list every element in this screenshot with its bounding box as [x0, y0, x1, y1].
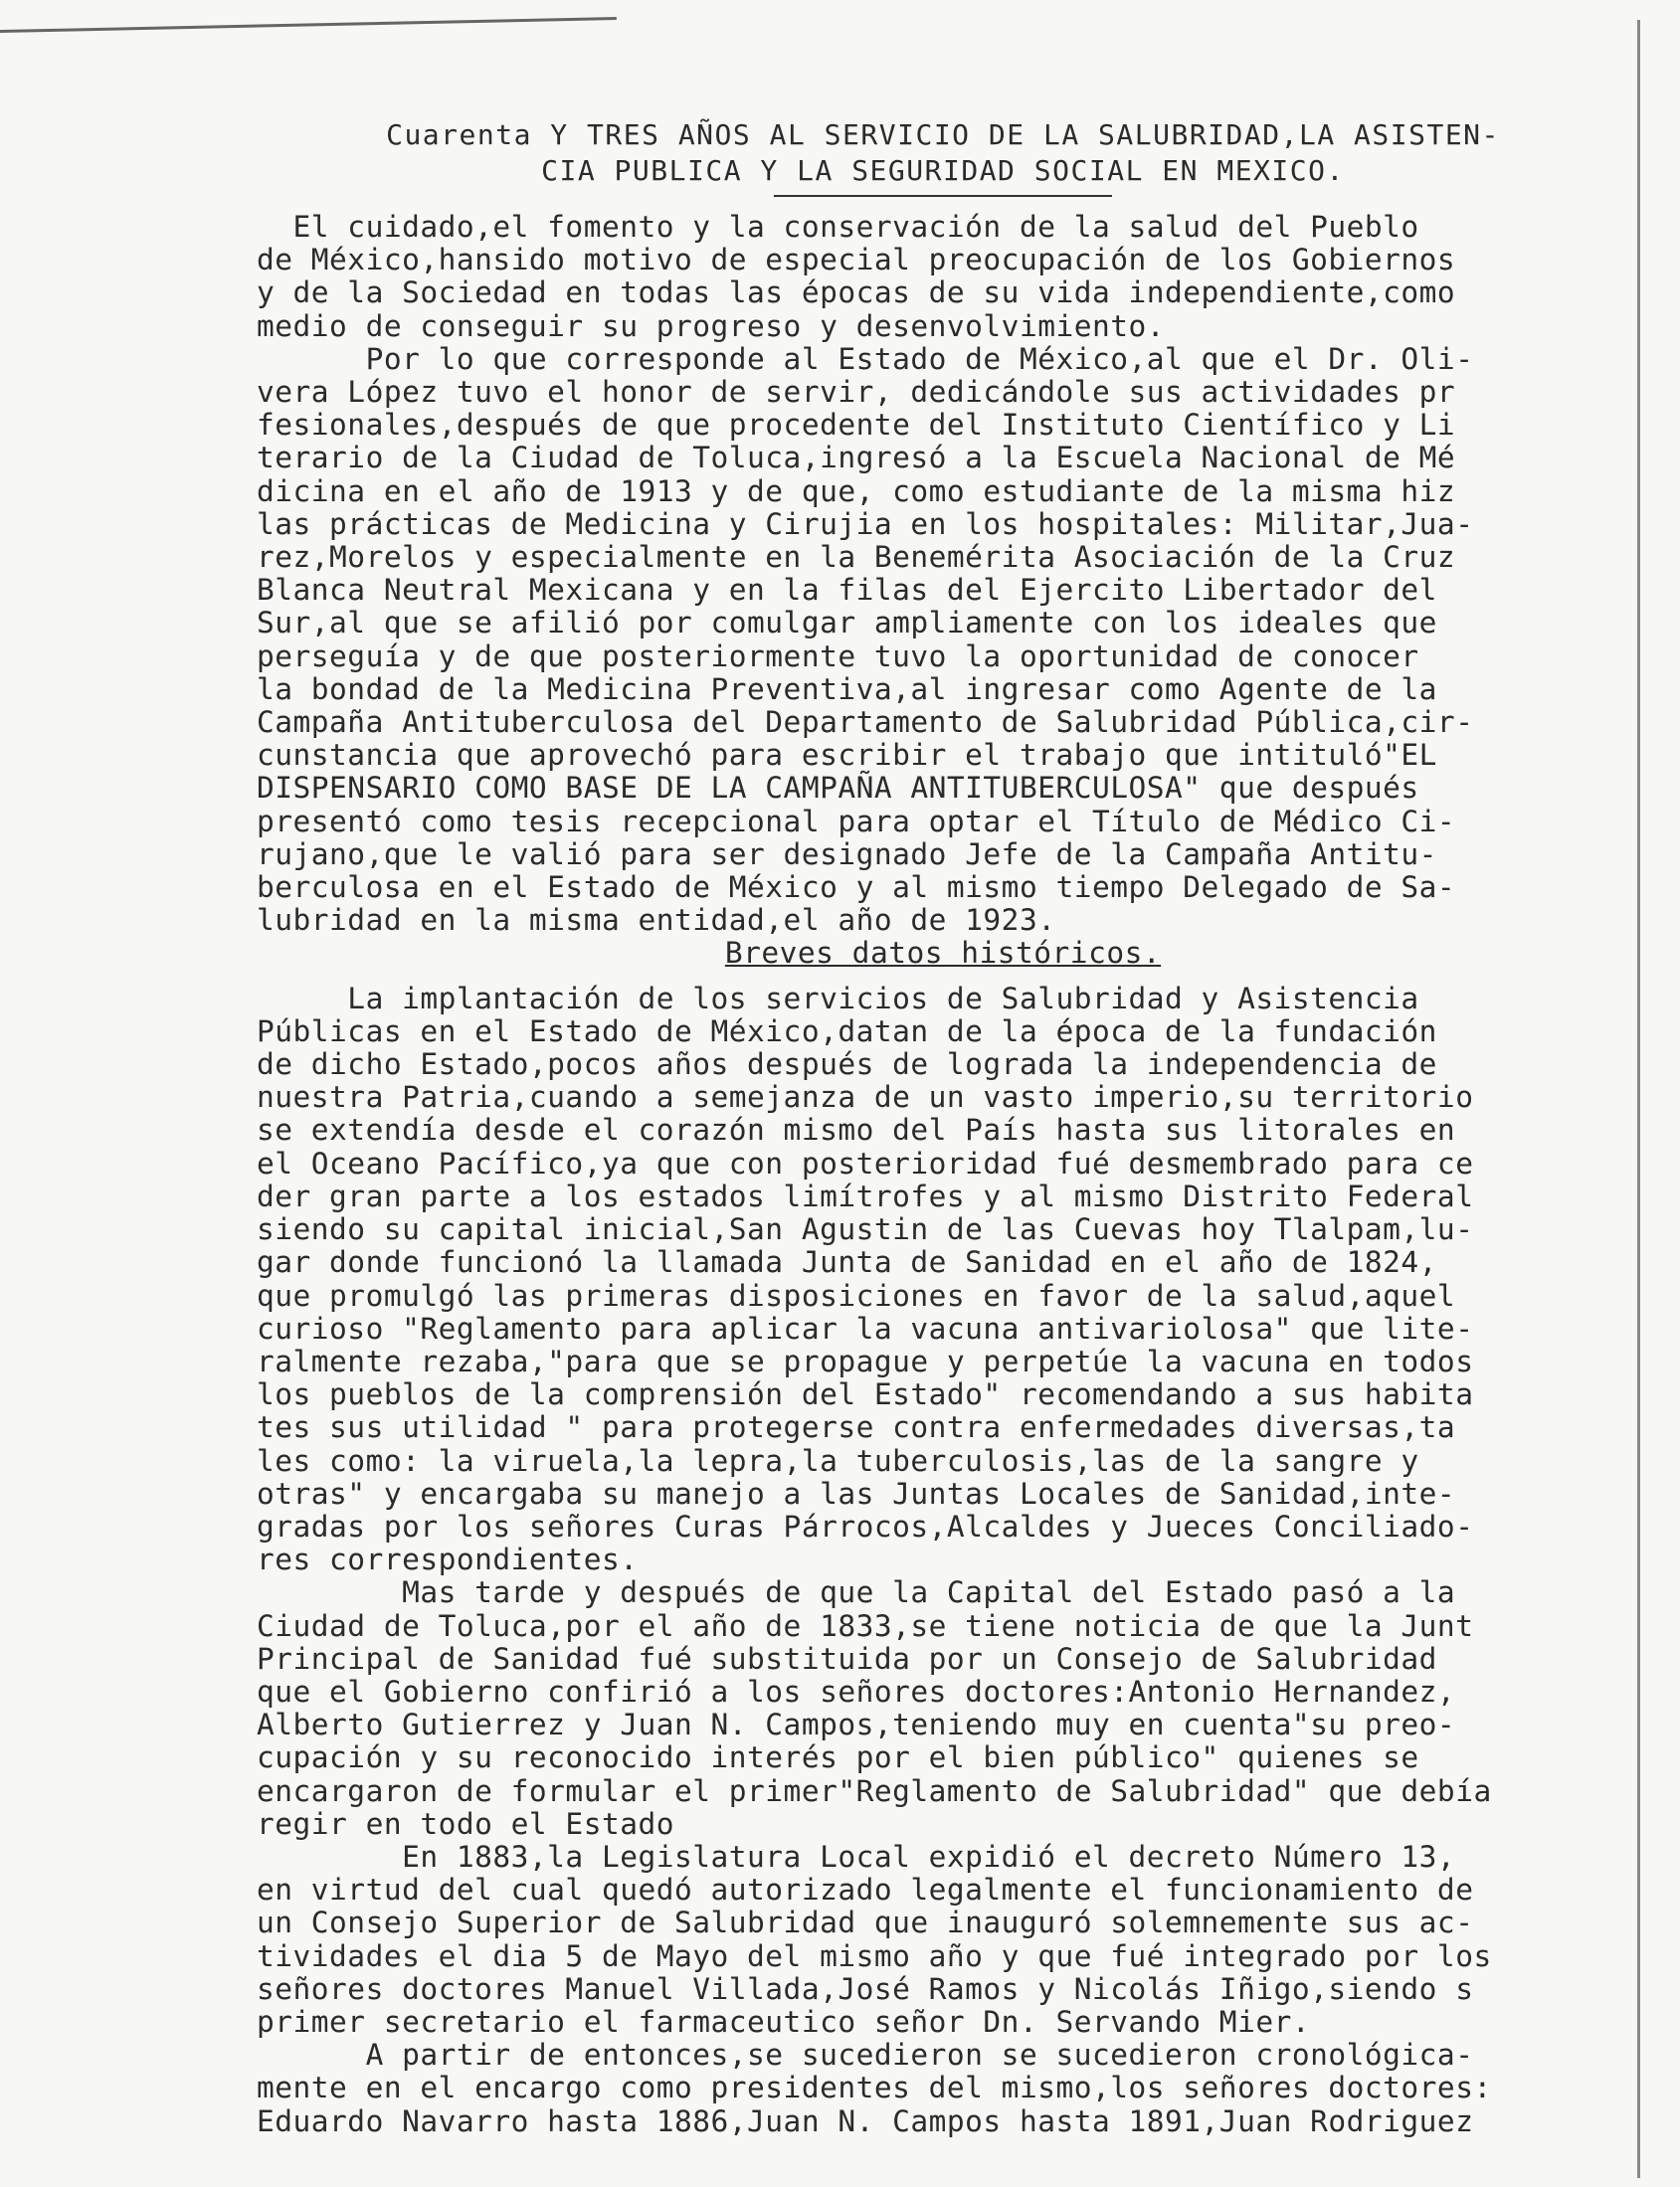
text-line: los pueblos de la comprensión del Estado" recomendando a sus habita [257, 1377, 1474, 1412]
text-line: perseguía y de que posteriormente tuvo la oportunidad de conocer [257, 638, 1419, 673]
title-line-1: Cuarenta Y TRES AÑOS AL SERVICIO DE LA SALUBRIDAD,LA ASISTEN- [386, 118, 1500, 151]
paragraph [257, 2039, 1629, 2138]
text-line: Alberto Gutierrez y Juan N. Campos,teniendo muy en cuenta"su preo- [257, 1708, 1456, 1742]
page-title [257, 117, 1629, 189]
text-line: Principal de Sanidad fué substituida por un Consejo de Salubridad [257, 1641, 1437, 1676]
text-line: Eduardo Navarro hasta 1886,Juan N. Campos hasta 1891,Juan Rodriguez [257, 2103, 1474, 2138]
intro-section [257, 211, 1629, 937]
text-line: En 1883,la Legislatura Local expidió el decreto Número 13, [257, 1839, 1456, 1874]
text-line: la bondad de la Medicina Preventiva,al ingresar como Agente de la [257, 671, 1437, 706]
text-line: Sur,al que se afilió por comulgar ampliamente con los ideales que [257, 606, 1437, 640]
text-line: dicina en el año de 1913 y de que, como estudiante de la misma hiz [257, 473, 1456, 508]
page-edge-right [1637, 20, 1640, 2178]
text-line: gar donde funcionó la llamada Junta de Sanidad en el año de 1824, [257, 1245, 1437, 1280]
text-line: gradas por los señores Curas Párrocos,Alcaldes y Jueces Conciliado- [257, 1509, 1474, 1544]
text-line: las prácticas de Medicina y Cirujia en los hospitales: Militar,Jua- [257, 506, 1474, 541]
text-line: berculosa en el Estado de México y al mismo tiempo Delegado de Sa- [257, 870, 1456, 905]
text-line: La implantación de los servicios de Salubridad y Asistencia [257, 981, 1419, 1015]
text-line: un Consejo Superior de Salubridad que inauguró solemnemente sus ac- [257, 1906, 1474, 1940]
text-line: cunstancia que aprovechó para escribir el trabajo que intituló"EL [257, 738, 1437, 773]
text-line: mente en el encargo como presidentes del mismo,los señores doctores: [257, 2071, 1492, 2105]
text-line: otras" y encargaba su manejo a las Juntas Locales de Sanidad,inte- [257, 1476, 1456, 1511]
paragraph [257, 983, 1629, 1577]
text-line: rez,Morelos y especialmente en la Benemérita Asociación de la Cruz [257, 540, 1456, 575]
paragraph [257, 211, 1629, 343]
text-line: terario de la Ciudad de Toluca,ingresó a la Escuela Nacional de Mé [257, 441, 1456, 475]
text-line: der gran parte a los estados limítrofes y al mismo Distrito Federal [257, 1179, 1474, 1213]
text-line: siendo su capital inicial,San Agustin de las Cuevas hoy Tlalpam,lu- [257, 1212, 1474, 1247]
text-line: el Oceano Pacífico,ya que con posterioridad fué desmembrado para ce [257, 1146, 1474, 1181]
text-line: Campaña Antituberculosa del Departamento de Salubridad Pública,cir- [257, 705, 1474, 740]
text-line: señores doctores Manuel Villada,José Ramos y Nicolás Iñigo,siendo s [257, 1971, 1474, 2006]
text-line: rujano,que le valió para ser designado Jefe de la Campaña Antitu- [257, 836, 1437, 871]
text-line: que promulgó las primeras disposiciones en favor de la salud,aquel [257, 1278, 1456, 1313]
text-line: Por lo que corresponde al Estado de México,al que el Dr. Oli- [257, 341, 1474, 376]
text-line: en virtud del cual quedó autorizado legalmente el funcionamiento de [257, 1873, 1474, 1908]
text-line: A partir de entonces,se sucedieron se sucedieron cronológica- [257, 2038, 1474, 2073]
text-line: res correspondientes. [257, 1543, 639, 1577]
text-line: fesionales,después de que procedente del Instituto Científico y Li [257, 408, 1456, 443]
page-edge-top [0, 17, 617, 33]
text-line: ralmente rezaba,"para que se propague y perpetúe la vacuna en todos [257, 1344, 1474, 1378]
text-line: vera López tuvo el honor de servir, dedicándole sus actividades pr [257, 375, 1456, 410]
text-line: se extendía desde el corazón mismo del País hasta sus litorales en [257, 1113, 1456, 1148]
text-line: regir en todo el Estado [257, 1806, 674, 1841]
text-line: Ciudad de Toluca,por el año de 1833,se tiene noticia de que la Junt [257, 1608, 1474, 1643]
text-line: nuestra Patria,cuando a semejanza de un vasto imperio,su territorio [257, 1080, 1474, 1115]
text-line: que el Gobierno confirió a los señores doctores:Antonio Hernandez, [257, 1674, 1456, 1709]
text-line: cupación y su reconocido interés por el bien público" quienes se [257, 1740, 1419, 1775]
text-line: lubridad en la misma entidad,el año de 1923. [257, 903, 1056, 938]
text-line: El cuidado,el fomento y la conservación de la salud del Pueblo [257, 210, 1419, 244]
text-line: y de la Sociedad en todas las épocas de su vida independiente,como [257, 275, 1456, 310]
text-line: presentó como tesis recepcional para optar el Título de Médico Ci- [257, 804, 1456, 838]
text-line: Mas tarde y después de que la Capital del Estado pasó a la [257, 1575, 1456, 1610]
title-underline [774, 195, 1112, 197]
text-line: encargaron de formular el primer"Reglamento de Salubridad" que debía [257, 1773, 1492, 1808]
title-line-2: CIA PUBLICA Y LA SEGURIDAD SOCIAL EN MEXICO. [541, 154, 1345, 187]
document-body [257, 117, 1629, 2138]
text-line: de dicho Estado,pocos años después de lograda la independencia de [257, 1047, 1437, 1082]
text-line: DISPENSARIO COMO BASE DE LA CAMPAÑA ANTITUBERCULOSA" que después [257, 771, 1419, 806]
text-line: tividades el dia 5 de Mayo del mismo año y que fué integrado por los [257, 1938, 1492, 1973]
text-line: tes sus utilidad " para protegerse contra enfermedades diversas,ta [257, 1410, 1456, 1445]
text-line: Blanca Neutral Mexicana y en la filas del Ejercito Libertador del [257, 573, 1437, 608]
paragraph [257, 1841, 1629, 2039]
section-heading: Breves datos históricos. [724, 936, 1162, 971]
text-line: primer secretario el farmaceutico señor Dn. Servando Mier. [257, 2004, 1311, 2039]
text-line: medio de conseguir su progreso y desenvolvimiento. [257, 308, 1166, 343]
text-line: les como: la viruela,la lepra,la tuberculosis,las de la sangre y [257, 1443, 1419, 1478]
history-section [257, 983, 1629, 2138]
text-line: de México,hansido motivo de especial preocupación de los Gobiernos [257, 243, 1456, 277]
paragraph [257, 1576, 1629, 1841]
paragraph [257, 343, 1629, 938]
text-line: curioso "Reglamento para aplicar la vacuna antivariolosa" que lite- [257, 1311, 1474, 1346]
text-line: Públicas en el Estado de México,datan de la época de la fundación [257, 1013, 1437, 1048]
